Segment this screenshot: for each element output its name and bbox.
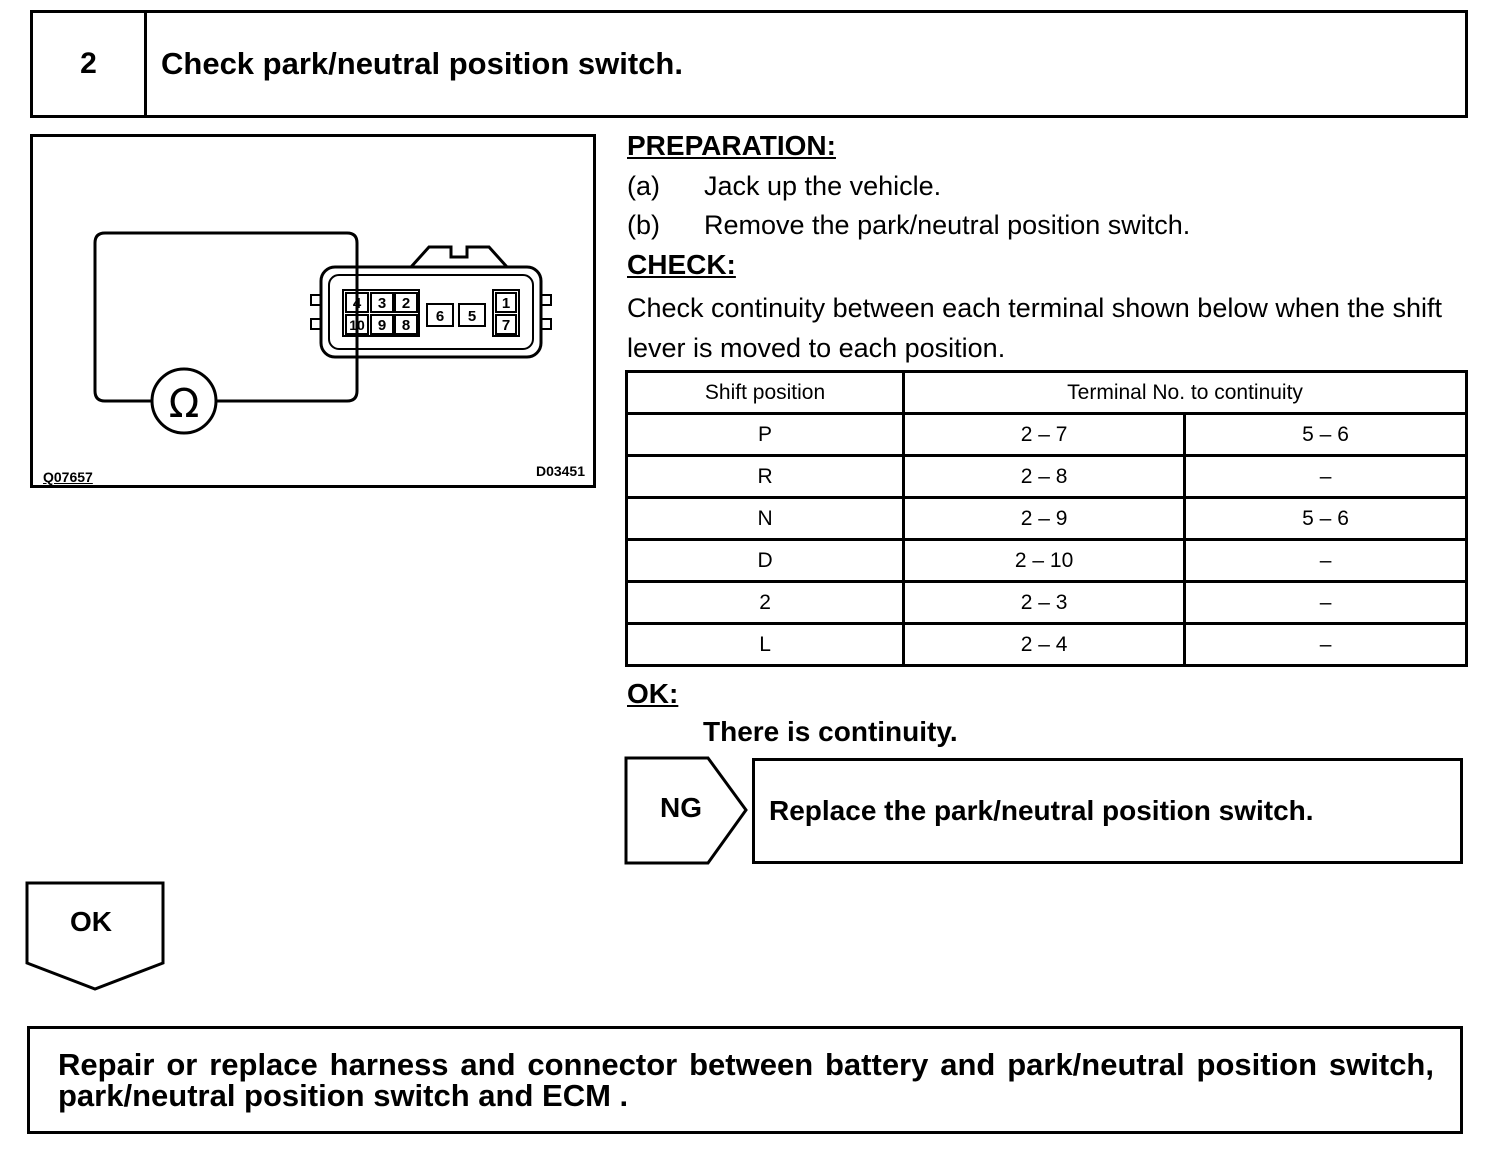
terminal-1: 1 (501, 295, 511, 312)
terminal-7: 7 (501, 317, 511, 334)
ng-action-box (752, 758, 1463, 864)
terminal-4: 4 (352, 295, 362, 312)
step-header (30, 10, 1468, 118)
table-cell: 5 – 6 (1185, 498, 1467, 540)
table-cell: L (627, 624, 904, 666)
preparation-item-text: Remove the park/neutral position switch. (704, 210, 1191, 240)
ohm-symbol: Ω (168, 381, 200, 427)
ok-branch-label: OK (70, 906, 112, 937)
table-cell: P (627, 414, 904, 456)
step-title: Check park/neutral position switch. (161, 46, 683, 81)
table-cell: 5 – 6 (1185, 414, 1467, 456)
table-row (627, 456, 1467, 498)
table-cell: R (627, 456, 904, 498)
table-cell: 2 (627, 582, 904, 624)
table-cell: – (1185, 540, 1467, 582)
terminal-3: 3 (377, 295, 387, 312)
ng-label: NG (660, 792, 702, 823)
terminal-5: 5 (467, 308, 477, 325)
step-number: 2 (33, 13, 147, 115)
table-cell: 2 – 4 (904, 624, 1185, 666)
table-row (627, 540, 1467, 582)
table-header: Shift position (627, 372, 904, 414)
preparation-item-label: (b) (627, 210, 660, 240)
table-cell: – (1185, 624, 1467, 666)
ohmmeter-connector-diagram-icon (33, 137, 593, 485)
table-row (627, 498, 1467, 540)
table-cell: D (627, 540, 904, 582)
table-cell: 2 – 10 (904, 540, 1185, 582)
table-cell: – (1185, 456, 1467, 498)
table-cell: 2 – 7 (904, 414, 1185, 456)
terminal-6: 6 (435, 308, 445, 325)
final-action-text: Repair or replace harness and connector between battery and park/neutral position switch, park/neutral position switch and ECM . (58, 1047, 1434, 1113)
terminal-10: 10 (349, 317, 365, 333)
terminal-8: 8 (401, 317, 411, 334)
table-header-row (627, 372, 1467, 414)
ok-title: OK: (627, 678, 679, 709)
table-cell: 2 – 9 (904, 498, 1185, 540)
table-row (627, 582, 1467, 624)
table-row (627, 624, 1467, 666)
table-cell: N (627, 498, 904, 540)
check-description: Check continuity between each terminal shown below when the shift lever is moved to each position. (627, 293, 1442, 363)
table-row (627, 414, 1467, 456)
preparation-item-text: Jack up the vehicle. (704, 171, 942, 201)
preparation-title: PREPARATION: (627, 130, 836, 161)
table-cell: – (1185, 582, 1467, 624)
table-cell: 2 – 8 (904, 456, 1185, 498)
final-action-box (27, 1026, 1463, 1134)
continuity-table (625, 370, 1468, 667)
table-cell: 2 – 3 (904, 582, 1185, 624)
terminal-9: 9 (377, 317, 387, 334)
check-title: CHECK: (627, 249, 736, 280)
preparation-item-label: (a) (627, 171, 660, 201)
connector-diagram (30, 134, 596, 488)
table-header: Terminal No. to continuity (904, 372, 1467, 414)
terminal-2: 2 (401, 295, 411, 312)
figure-code-right: D03451 (535, 463, 585, 479)
figure-code-left: Q07657 (43, 469, 93, 485)
ok-text: There is continuity. (703, 716, 958, 747)
ng-action-text: Replace the park/neutral position switch. (769, 795, 1314, 826)
